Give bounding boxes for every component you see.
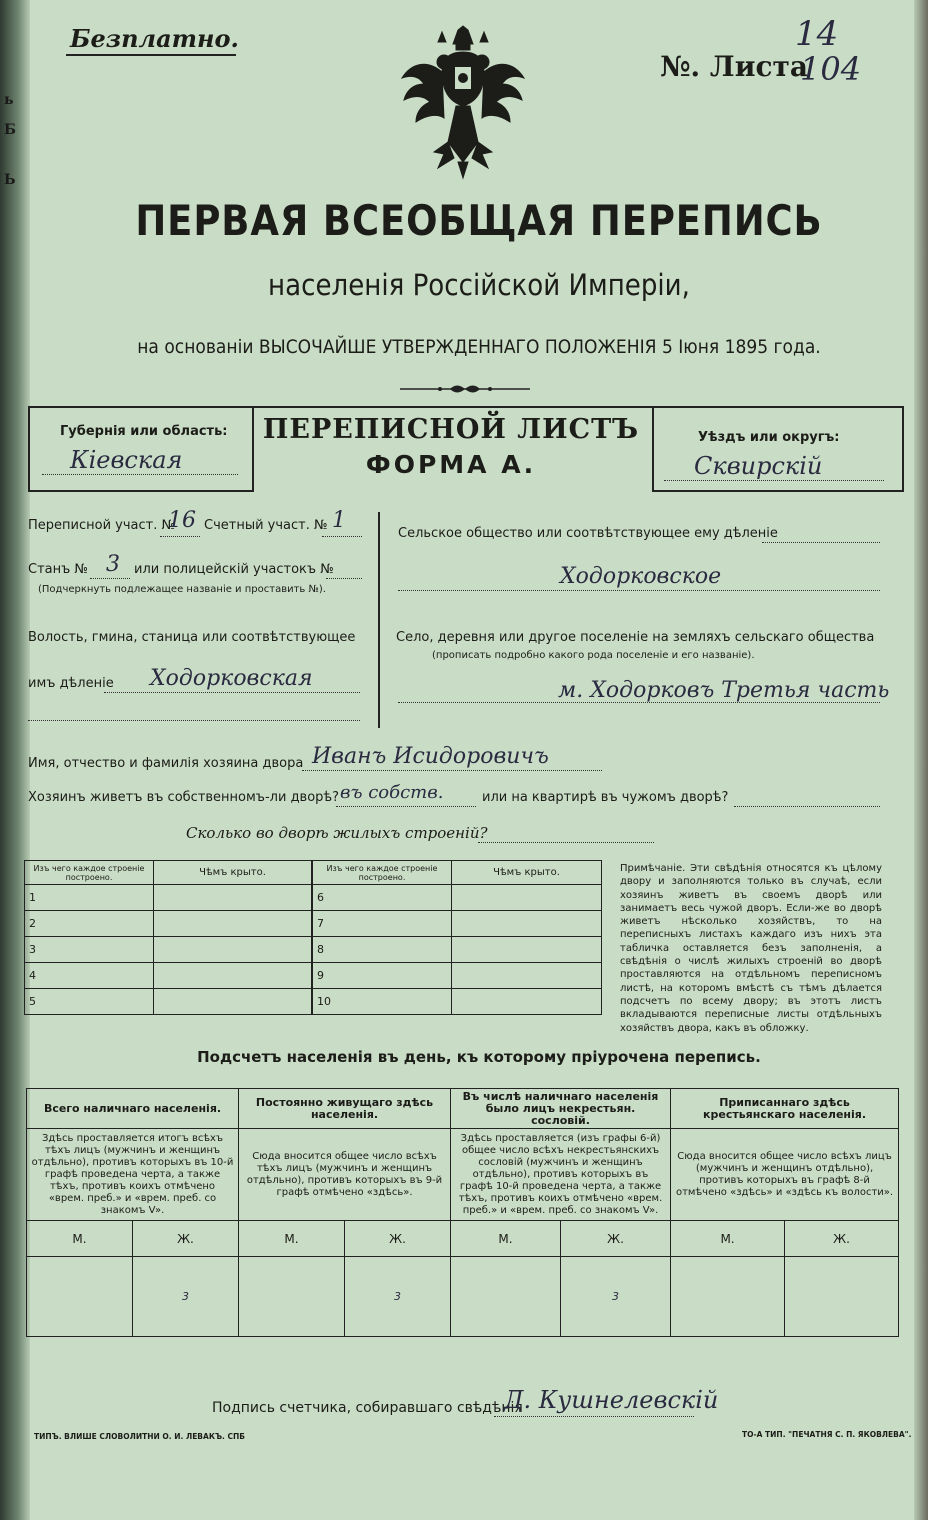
stan-value: 3 <box>106 552 120 577</box>
population-table <box>26 1088 899 1337</box>
roof-header: Чѣмъ крыто. <box>154 861 312 885</box>
row-number: 9 <box>313 963 452 989</box>
count-district-label: Счетный участ. № <box>204 518 328 533</box>
count-district-value: 1 <box>332 508 346 533</box>
row-number: 10 <box>313 989 452 1015</box>
roof-cell <box>452 911 602 937</box>
buildings-table-right <box>312 860 602 1015</box>
buildings-table-left <box>24 860 312 1015</box>
note-text: Примѣчаніе. Эти свѣдѣнія относятся къ цѣлому двору и заполняются только въ случаѣ, если хозяинъ живетъ въ своемъ дворѣ или занимаетъ весь чужой дворъ. Если-же во дворѣ живетъ нѣсколько хозяйствъ, то на переписныхъ листахъ каждаго изъ нихъ эта табличка оставляется безъ заполненія, а свѣдѣнія о числѣ жилыхъ строеній во дворѣ проставляются на отдѣльномъ переписномъ листѣ, на которомъ вмѣстѣ съ тѣмъ дѣлается подсчетъ по всему двору; въ этотъ листъ вкладываются переписные листы отдѣльныхъ хозяйствъ двора, какъ въ обложку. <box>620 863 882 1034</box>
uezd-value: Сквирскій <box>694 452 823 480</box>
col-assigned-desc: Сюда вносится общее число всѣхъ лицъ (мужчинъ и женщинъ отдѣльно), противъ которыхъ въ графѣ 8-й отмѣчено «здѣсь» и «здѣсь къ волости». <box>671 1129 899 1221</box>
owner-name-line <box>302 770 602 771</box>
village-label: Село, деревня или другое поселеніе на земляхъ сельскаго общества <box>396 630 875 645</box>
sheet-title: ПЕРЕПИСНОЙ ЛИСТЪ <box>262 414 640 445</box>
roof-cell <box>154 963 312 989</box>
row-number: 2 <box>25 911 154 937</box>
row-number: 4 <box>25 963 154 989</box>
stan-label: Станъ № <box>28 562 88 577</box>
assigned-male-value <box>671 1257 785 1337</box>
assigned-female-value <box>785 1257 899 1337</box>
buildings-line <box>478 842 654 843</box>
guberniya-label: Губернія или область: <box>60 424 228 439</box>
permanent-male-value <box>239 1257 345 1337</box>
ornament-divider <box>400 382 530 396</box>
population-title: Подсчетъ населенія въ день, къ которому пріурочена перепись. <box>197 1048 761 1066</box>
roof-cell <box>452 963 602 989</box>
owner-or-label: или на квартирѣ въ чужомъ дворѣ? <box>482 790 729 805</box>
binding-mark: Б <box>4 122 16 138</box>
col-permanent-header: Постоянно живущаго здѣсь населенія. <box>239 1089 451 1129</box>
volost-label: Волость, гмина, станица или соотвѣтствующее <box>28 630 356 645</box>
census-title: ПЕРВАЯ ВСЕОБЩАЯ ПЕРЕПИСЬ <box>135 196 823 245</box>
col-assigned-header: Приписаннаго здѣсь крестьянскаго населенія. <box>671 1089 899 1129</box>
society-label: Сельское общество или соотвѣтствующее ему дѣленіе <box>398 526 778 541</box>
guberniya-value: Кіевская <box>70 446 183 474</box>
col-total-desc: Здѣсь проставляется итогъ всѣхъ тѣхъ лицъ (мужчинъ и женщинъ отдѣльно), противъ которыхъ въ 10-й графѣ проведена черта, а также тѣхъ, противъ коихъ отмѣчено «врем. преб.» и «врем. преб. со знакомъ V». <box>27 1129 239 1221</box>
uezd-label: Уѣздъ или округъ: <box>698 430 840 445</box>
binding-mark: Ь <box>4 172 16 188</box>
printer-left: ТИПЪ. ВЛИШЕ СЛОВОЛИТНИ О. И. ЛЕВАКЪ. СПБ <box>34 1432 245 1441</box>
signature-value: Д. Кушнелевскій <box>504 1386 719 1414</box>
female-header: Ж. <box>785 1221 899 1257</box>
owner-lives-label: Хозяинъ живетъ въ собственномъ-ли дворѣ? <box>28 790 340 805</box>
volost-label-2: имъ дѣленіе <box>28 676 114 691</box>
male-header: М. <box>239 1221 345 1257</box>
col-noncrest-header: Въ числѣ наличнаго населенія было лицъ некрестьян. сословій. <box>451 1089 671 1129</box>
count-district-line <box>322 536 362 537</box>
col-total-header: Всего наличнаго населенія. <box>27 1089 239 1129</box>
volost-line <box>104 692 360 693</box>
census-district-value: 16 <box>168 508 196 533</box>
row-number: 6 <box>313 885 452 911</box>
roof-header: Чѣмъ крыто. <box>452 861 602 885</box>
female-header: Ж. <box>133 1221 239 1257</box>
total-male-value <box>27 1257 133 1337</box>
volost-value: Ходорковская <box>150 666 313 691</box>
decree-line: на основаніи ВЫСОЧАЙШЕ УТВЕРЖДЕННАГО ПОЛОЖЕНІЯ 5 Іюня 1895 года. <box>137 336 821 358</box>
roof-cell <box>452 989 602 1015</box>
census-district-label: Переписной участ. № <box>28 518 175 533</box>
material-header: Изъ чего каждое строеніе построено. <box>25 861 154 885</box>
female-header: Ж. <box>345 1221 451 1257</box>
volost-line-2 <box>28 720 360 721</box>
roof-cell <box>154 885 312 911</box>
row-number: 3 <box>25 937 154 963</box>
village-value: м. Ходорковъ Третья часть <box>558 678 890 703</box>
female-header: Ж. <box>561 1221 671 1257</box>
total-female-value: 3 <box>133 1257 239 1337</box>
roof-cell <box>452 937 602 963</box>
guberniya-line <box>42 474 238 475</box>
stan-line <box>90 578 130 579</box>
society-line <box>762 542 880 543</box>
col-noncrest-desc: Здѣсь проставляется (изъ графы 6-й) общее число всѣхъ некрестьянскихъ сословій (мужчинъ и женщинъ отдѣльно), противъ которыхъ въ графѣ 10-й проведена черта, а также тѣхъ, противъ коихъ отмѣчено «врем. преб.» и «врем. преб. со знакомъ V». <box>451 1129 671 1221</box>
roof-cell <box>154 989 312 1015</box>
binding-mark: ь <box>4 92 14 108</box>
owner-lives-line <box>336 806 476 807</box>
male-header: М. <box>451 1221 561 1257</box>
roof-cell <box>452 885 602 911</box>
double-headed-eagle-crest <box>398 22 528 182</box>
police-label: или полицейскій участокъ № <box>134 562 334 577</box>
society-line-2 <box>398 590 880 591</box>
census-district-line <box>160 536 200 537</box>
male-header: М. <box>27 1221 133 1257</box>
material-header: Изъ чего каждое строеніе построено. <box>313 861 452 885</box>
male-header: М. <box>671 1221 785 1257</box>
row-number: 7 <box>313 911 452 937</box>
free-label: Безплатно. <box>70 24 239 53</box>
village-line <box>398 702 880 703</box>
sheet-number-handwritten-top: 14 <box>795 14 839 54</box>
sheet-number-handwritten: 104 <box>800 50 862 88</box>
printer-right: ТО-А ТИП. "ПЕЧАТНЯ С. П. ЯКОВЛЕВА". <box>742 1430 912 1439</box>
form-name: ФОРМА А. <box>365 450 537 479</box>
col-permanent-desc: Сюда вносится общее число всѣхъ тѣхъ лицъ (мужчинъ и женщинъ отдѣльно), противъ которыхъ въ 9-й графѣ отмѣчено «здѣсь». <box>239 1129 451 1221</box>
box-top-line <box>28 406 902 408</box>
owner-or-line <box>734 806 880 807</box>
row-number: 5 <box>25 989 154 1015</box>
census-subtitle: населенія Россійской Имперіи, <box>268 268 690 302</box>
society-value: Ходорковское <box>560 564 722 589</box>
owner-name-value: Иванъ Исидоровичъ <box>312 744 549 769</box>
stan-note: (Подчеркнуть подлежащее названіе и проставить №). <box>38 584 326 595</box>
noncrest-male-value <box>451 1257 561 1337</box>
right-edge <box>914 0 928 1520</box>
sheet-number-label: №. Листа <box>660 50 808 83</box>
row-number: 1 <box>25 885 154 911</box>
police-line <box>326 578 362 579</box>
owner-name-label: Имя, отчество и фамилія хозяина двора <box>28 756 304 771</box>
signature-line <box>494 1416 694 1417</box>
roof-cell <box>154 911 312 937</box>
free-underline <box>66 54 236 56</box>
row-number: 8 <box>313 937 452 963</box>
uezd-line <box>664 480 884 481</box>
owner-lives-value: въ собств. <box>340 782 444 803</box>
roof-cell <box>154 937 312 963</box>
village-note: (прописать подробно какого рода поселеніе и его названіе). <box>432 650 755 661</box>
permanent-female-value: 3 <box>345 1257 451 1337</box>
fields-divider <box>378 512 380 728</box>
noncrest-female-value: 3 <box>561 1257 671 1337</box>
buildings-question: Сколько во дворѣ жилыхъ строеній? <box>186 824 488 842</box>
signature-label: Подпись счетчика, собиравшаго свѣдѣнія <box>212 1400 523 1416</box>
